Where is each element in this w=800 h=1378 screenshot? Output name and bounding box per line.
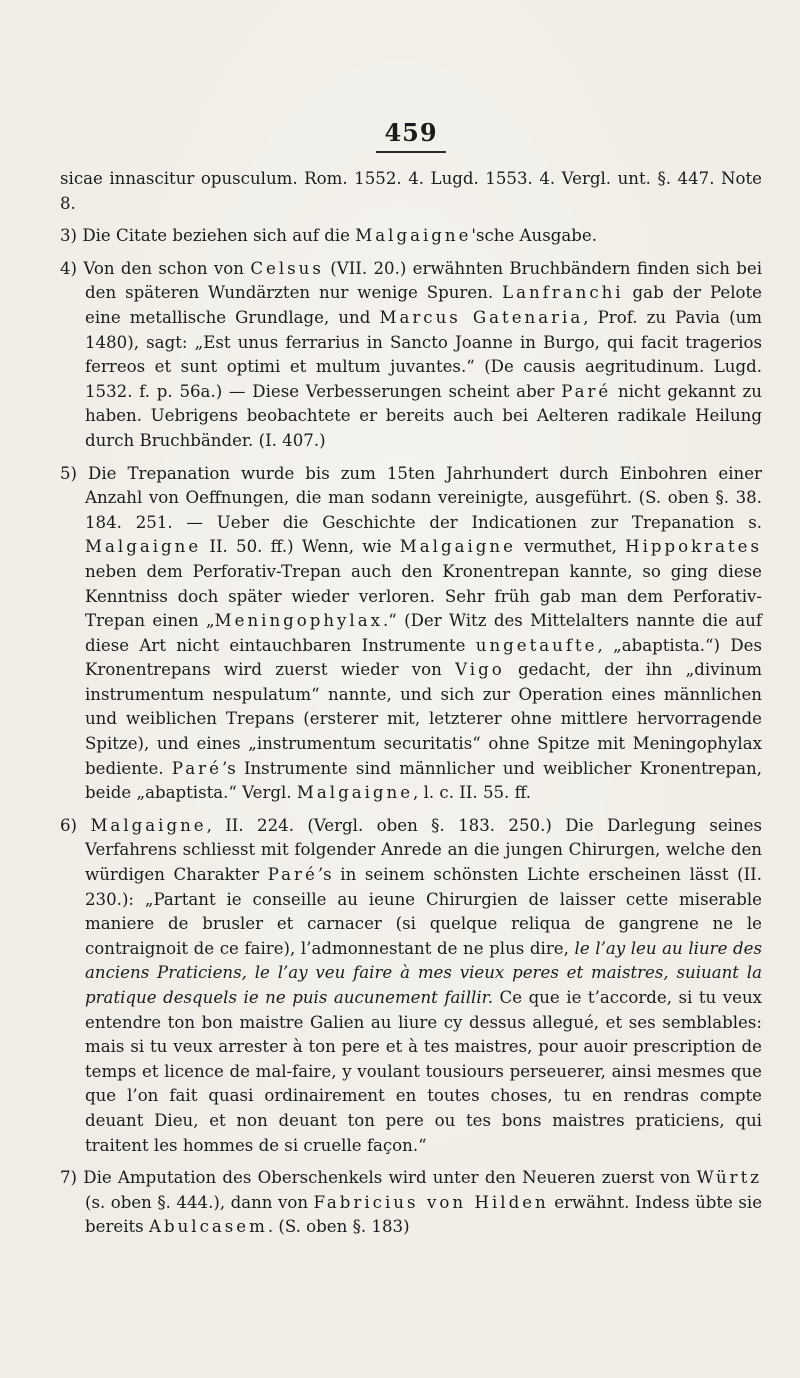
text-run: (VII. 20.) erwähnten Bruchbändern finden sich bei den späteren Wundärzten nur wenige Spuren. xyxy=(85,258,762,303)
footnote-number: 3) xyxy=(60,226,78,246)
text-run: II. 50. ff.) Wenn, wie xyxy=(201,537,400,557)
italic-quote: le l’ay leu au liure des anciens Praticiens, le l’ay veu faire à mes vieux peres et maistres, suiuant la pratique desquels ie ne puis aucunement faillir. xyxy=(85,938,762,1007)
spaced-name: Marcus Gatenaria xyxy=(379,307,584,327)
spaced-name: Malgaigne xyxy=(355,226,472,246)
spaced-name: Paré xyxy=(267,865,318,885)
spaced-name: Malgaigne xyxy=(85,537,202,557)
text-run: 'sche Ausgabe. xyxy=(471,226,597,246)
text-run: sicae innascitur opusculum. Rom. 1552. 4. Lugd. 1553. 4. Vergl. unt. §. 447. Note 8. xyxy=(60,169,762,213)
spaced-name: Hippokrates xyxy=(625,537,762,557)
text-run: , „abaptista.“) Des Kronentrepans wird zuerst wieder von xyxy=(85,635,762,680)
text-run: Die Trepanation wurde bis zum 15ten Jahrhundert durch Einbohren einer Anzahl von Oeffnungen, die man sodann vereinigte, ausgeführt. (S. oben §. 38. 184. 251. — Ueber die Geschichte der Indicationen zur Trepanation s. xyxy=(77,463,762,532)
text-run xyxy=(77,816,90,835)
text-run: gedacht, der ihn „divinum instrumentum nespulatum“ nannte, und sich zur Operation eines männlichen und weiblichen Trepans (ersterer mit, letzterer ohne mittlere hervorragende Spitze), und eines „instrumentum securitatis“ ohne Spitze mit Meningophylax bediente. xyxy=(85,660,762,778)
text-run: gab der Pelote eine metallische Grundlage, und xyxy=(85,283,762,327)
text-run: , l. c. II. 55. ff. xyxy=(413,783,532,803)
spaced-name: Fabricius von Hilden xyxy=(313,1192,549,1212)
footnote-note4 xyxy=(60,257,763,454)
spaced-name: Lanfranchi xyxy=(502,283,624,303)
text-run: neben dem Perforativ-Trepan auch den Kronentrepan kannte, so ging diese Kenntniss doch später wieder verloren. Sehr früh gab man dem Perforativ-Trepan einen „ xyxy=(85,561,762,631)
page-number-text: 459 xyxy=(384,118,438,147)
footnote-number: 6) xyxy=(60,815,78,835)
spaced-name: Malgaigne xyxy=(90,815,207,835)
spaced-name: Celsus xyxy=(250,258,324,278)
text-run: Von den schon von xyxy=(77,258,251,278)
text-run: ’s in seinem schönsten Lichte erscheinen lässt (II. 230.): „Partant ie conseille au ieune Chirurgien de laisser cette miserable maniere de brusler et carnacer (si quelque reliqua de gangrene ne le contraignoit de ce faire), l’admonnestant de ne plus dire, xyxy=(85,865,762,958)
spaced-name: Vigo xyxy=(455,660,505,680)
spaced-name: Malgaigne xyxy=(296,783,414,803)
footnotes-body xyxy=(60,167,762,1240)
footnote-number: 7) xyxy=(60,1168,78,1188)
footnote-note5 xyxy=(60,462,762,806)
footnote-number: 4) xyxy=(60,258,78,278)
text-run: , Prof. zu Pavia (um 1480), sagt: „Est unus ferrarius in Sancto Joanne in Burgo, qui facit tragerios ferreos et sunt optimi et multum juvantes.“ (De causis aegritudinum. Lugd. 1532. f. p. 56a.) — Diese Verbesserungen scheint aber xyxy=(85,307,763,401)
footnote-cont xyxy=(60,167,762,216)
text-run: (s. oben §. 444.), dann von xyxy=(85,1192,314,1212)
spaced-name: Malgaigne xyxy=(399,537,516,557)
spaced-name: Paré xyxy=(561,381,612,401)
spaced-name: Paré xyxy=(171,758,222,778)
spaced-name: Abulcasem xyxy=(148,1217,268,1237)
spaced-name: Würtz xyxy=(696,1168,762,1188)
text-run: Die Citate beziehen sich auf die xyxy=(77,226,356,246)
footnote-number: 5) xyxy=(60,463,78,483)
text-run: , II. 224. (Vergl. oben §. 183. 250.) Die Darlegung seines Verfahrens schliesst mit folgender Anrede an die jungen Chirurgen, welche den würdigen Charakter xyxy=(85,815,762,885)
spaced-name: Meningophylax xyxy=(214,611,383,631)
text-run: erwähnt. Indess übte sie bereits xyxy=(85,1192,763,1237)
text-run: .“ (Der Witz des Mittelalters nannte die auf diese Art nicht eintauchbaren Instrumente xyxy=(85,611,762,655)
text-run: . (S. oben §. 183) xyxy=(267,1217,410,1237)
footnote-note7 xyxy=(60,1166,763,1240)
page-number-rule xyxy=(376,151,446,153)
text-run: nicht gekannt zu haben. Uebrigens beobachtete er bereits auch bei Aelteren radikale Heilung durch Bruchbänder. (I. 407.) xyxy=(85,381,762,450)
text-run: vermuthet, xyxy=(515,537,626,557)
page-number xyxy=(60,118,762,153)
text-run: Die Amputation des Oberschenkels wird unter den Neueren zuerst von xyxy=(77,1168,697,1188)
text-run: ’s Instrumente sind männlicher und weiblicher Kronentrepan, beide „abaptista.“ Vergl. xyxy=(85,758,762,803)
text-run: Ce que ie t’accorde, si tu veux entendre ton bon maistre Galien au liure cy dessus allegué, et ses semblables: mais si tu veux arrester à ton pere et à tes maistres, pour auoir prescription de temps et licence de mal-faire, y voulant tousiours perseuerer, ainsi mesmes que que l’on fait quasi ordinairement en toutes choses, tu en rendras compte deuant Dieu, et non deuant ton pere ou tes bons maistres praticiens, qui traitent les hommes de si cruelle façon.“ xyxy=(85,988,762,1155)
footnote-note3 xyxy=(60,224,762,249)
footnote-note6 xyxy=(60,814,762,1158)
spaced-name: ungetaufte xyxy=(475,635,598,655)
